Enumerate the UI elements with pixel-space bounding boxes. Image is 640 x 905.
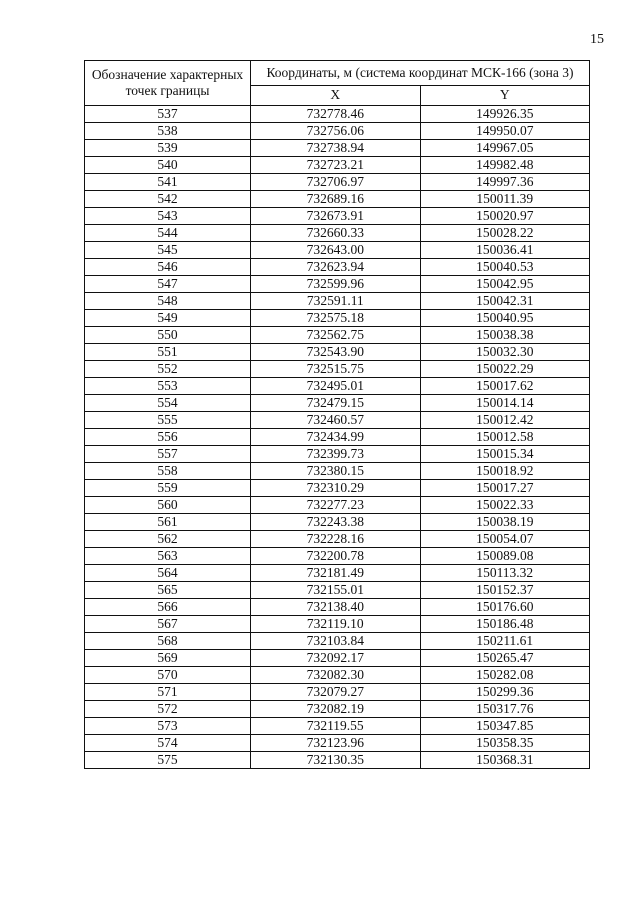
y-coordinate-cell: 150152.37 [420, 582, 590, 599]
x-coordinate-cell: 732079.27 [251, 684, 421, 701]
point-number-cell: 564 [85, 565, 251, 582]
x-coordinate-cell: 732103.84 [251, 633, 421, 650]
y-coordinate-cell: 150017.27 [420, 480, 590, 497]
table-row [85, 752, 590, 769]
y-coordinate-cell: 150032.30 [420, 344, 590, 361]
table-row [85, 174, 590, 191]
y-coordinate-cell: 150015.34 [420, 446, 590, 463]
x-coordinate-cell: 732575.18 [251, 310, 421, 327]
y-coordinate-cell: 150317.76 [420, 701, 590, 718]
y-coordinate-cell: 150038.38 [420, 327, 590, 344]
table-row [85, 225, 590, 242]
y-coordinate-cell: 150176.60 [420, 599, 590, 616]
y-coordinate-cell: 150018.92 [420, 463, 590, 480]
point-number-cell: 575 [85, 752, 251, 769]
y-coordinate-cell: 150038.19 [420, 514, 590, 531]
x-coordinate-cell: 732460.57 [251, 412, 421, 429]
x-coordinate-cell: 732599.96 [251, 276, 421, 293]
point-number-cell: 567 [85, 616, 251, 633]
y-coordinate-cell: 149926.35 [420, 106, 590, 123]
table-row [85, 667, 590, 684]
x-coordinate-cell: 732479.15 [251, 395, 421, 412]
x-coordinate-cell: 732673.91 [251, 208, 421, 225]
x-coordinate-cell: 732092.17 [251, 650, 421, 667]
page-number: 15 [590, 32, 604, 47]
x-coordinate-cell: 732228.16 [251, 531, 421, 548]
x-coordinate-cell: 732119.55 [251, 718, 421, 735]
point-number-cell: 551 [85, 344, 251, 361]
table-row [85, 361, 590, 378]
table-row [85, 633, 590, 650]
table-header [85, 61, 590, 106]
table-row [85, 548, 590, 565]
y-coordinate-cell: 150368.31 [420, 752, 590, 769]
x-coordinate-cell: 732660.33 [251, 225, 421, 242]
x-coordinate-cell: 732200.78 [251, 548, 421, 565]
x-coordinate-cell: 732591.11 [251, 293, 421, 310]
table-row [85, 344, 590, 361]
x-coordinate-cell: 732706.97 [251, 174, 421, 191]
y-coordinate-cell: 150040.53 [420, 259, 590, 276]
y-coordinate-cell: 150042.95 [420, 276, 590, 293]
y-coordinate-cell: 150011.39 [420, 191, 590, 208]
table-row [85, 327, 590, 344]
y-coordinate-cell: 149982.48 [420, 157, 590, 174]
y-coordinate-cell: 149997.36 [420, 174, 590, 191]
point-number-cell: 542 [85, 191, 251, 208]
x-coordinate-cell: 732689.16 [251, 191, 421, 208]
table-row [85, 616, 590, 633]
table-row [85, 565, 590, 582]
x-coordinate-cell: 732277.23 [251, 497, 421, 514]
x-coordinate-cell: 732543.90 [251, 344, 421, 361]
point-number-cell: 571 [85, 684, 251, 701]
point-number-cell: 544 [85, 225, 251, 242]
y-column-header: Y [420, 85, 590, 105]
point-number-cell: 538 [85, 123, 251, 140]
y-coordinate-cell: 150054.07 [420, 531, 590, 548]
point-number-cell: 568 [85, 633, 251, 650]
point-number-cell: 537 [85, 106, 251, 123]
point-number-cell: 550 [85, 327, 251, 344]
table-row [85, 480, 590, 497]
table-row [85, 429, 590, 446]
point-number-cell: 555 [85, 412, 251, 429]
x-coordinate-cell: 732082.19 [251, 701, 421, 718]
x-coordinate-cell: 732119.10 [251, 616, 421, 633]
table-row [85, 208, 590, 225]
point-number-cell: 549 [85, 310, 251, 327]
table-row [85, 140, 590, 157]
y-coordinate-cell: 150014.14 [420, 395, 590, 412]
y-coordinate-cell: 150017.62 [420, 378, 590, 395]
x-coordinate-cell: 732138.40 [251, 599, 421, 616]
point-number-cell: 546 [85, 259, 251, 276]
x-coordinate-cell: 732310.29 [251, 480, 421, 497]
point-number-cell: 547 [85, 276, 251, 293]
point-number-cell: 540 [85, 157, 251, 174]
table-row [85, 293, 590, 310]
y-coordinate-cell: 150020.97 [420, 208, 590, 225]
y-coordinate-cell: 150040.95 [420, 310, 590, 327]
header-row [85, 61, 590, 86]
point-number-cell: 552 [85, 361, 251, 378]
point-number-cell: 574 [85, 735, 251, 752]
point-number-cell: 560 [85, 497, 251, 514]
x-coordinate-cell: 732082.30 [251, 667, 421, 684]
x-coordinate-cell: 732778.46 [251, 106, 421, 123]
y-coordinate-cell: 150186.48 [420, 616, 590, 633]
x-coordinate-cell: 732756.06 [251, 123, 421, 140]
coordinates-header: Координаты, м (система координат МСК-166 (зона 3) [251, 61, 590, 86]
point-number-cell: 558 [85, 463, 251, 480]
point-number-cell: 570 [85, 667, 251, 684]
x-coordinate-cell: 732495.01 [251, 378, 421, 395]
y-coordinate-cell: 150022.33 [420, 497, 590, 514]
designation-header: Обозначение характерных точек границы [85, 61, 251, 106]
y-coordinate-cell: 150036.41 [420, 242, 590, 259]
x-coordinate-cell: 732181.49 [251, 565, 421, 582]
y-coordinate-cell: 150012.42 [420, 412, 590, 429]
y-coordinate-cell: 150347.85 [420, 718, 590, 735]
point-number-cell: 556 [85, 429, 251, 446]
table-row [85, 701, 590, 718]
table-row [85, 582, 590, 599]
y-coordinate-cell: 149950.07 [420, 123, 590, 140]
y-coordinate-cell: 150282.08 [420, 667, 590, 684]
x-coordinate-cell: 732380.15 [251, 463, 421, 480]
x-coordinate-cell: 732399.73 [251, 446, 421, 463]
table-row [85, 123, 590, 140]
x-coordinate-cell: 732643.00 [251, 242, 421, 259]
table-row [85, 497, 590, 514]
table-row [85, 599, 590, 616]
point-number-cell: 557 [85, 446, 251, 463]
y-coordinate-cell: 150089.08 [420, 548, 590, 565]
table-row [85, 106, 590, 123]
x-coordinate-cell: 732515.75 [251, 361, 421, 378]
table-row [85, 718, 590, 735]
point-number-cell: 553 [85, 378, 251, 395]
y-coordinate-cell: 150211.61 [420, 633, 590, 650]
point-number-cell: 543 [85, 208, 251, 225]
y-coordinate-cell: 149967.05 [420, 140, 590, 157]
point-number-cell: 545 [85, 242, 251, 259]
x-coordinate-cell: 732562.75 [251, 327, 421, 344]
table-row [85, 412, 590, 429]
y-coordinate-cell: 150022.29 [420, 361, 590, 378]
table-row [85, 157, 590, 174]
x-column-header: X [251, 85, 421, 105]
table-row [85, 395, 590, 412]
table-row [85, 310, 590, 327]
y-coordinate-cell: 150113.32 [420, 565, 590, 582]
table-body [85, 106, 590, 769]
table-row [85, 276, 590, 293]
point-number-cell: 563 [85, 548, 251, 565]
table-row [85, 650, 590, 667]
table-row [85, 463, 590, 480]
y-coordinate-cell: 150012.58 [420, 429, 590, 446]
table-row [85, 735, 590, 752]
x-coordinate-cell: 732623.94 [251, 259, 421, 276]
y-coordinate-cell: 150042.31 [420, 293, 590, 310]
point-number-cell: 561 [85, 514, 251, 531]
table-row [85, 446, 590, 463]
x-coordinate-cell: 732738.94 [251, 140, 421, 157]
point-number-cell: 554 [85, 395, 251, 412]
point-number-cell: 565 [85, 582, 251, 599]
point-number-cell: 566 [85, 599, 251, 616]
y-coordinate-cell: 150358.35 [420, 735, 590, 752]
coordinates-table [84, 60, 590, 769]
x-coordinate-cell: 732723.21 [251, 157, 421, 174]
table-row [85, 531, 590, 548]
point-number-cell: 548 [85, 293, 251, 310]
table-row [85, 242, 590, 259]
y-coordinate-cell: 150299.36 [420, 684, 590, 701]
point-number-cell: 569 [85, 650, 251, 667]
x-coordinate-cell: 732155.01 [251, 582, 421, 599]
y-coordinate-cell: 150028.22 [420, 225, 590, 242]
x-coordinate-cell: 732243.38 [251, 514, 421, 531]
x-coordinate-cell: 732434.99 [251, 429, 421, 446]
table-row [85, 191, 590, 208]
point-number-cell: 573 [85, 718, 251, 735]
point-number-cell: 539 [85, 140, 251, 157]
point-number-cell: 572 [85, 701, 251, 718]
point-number-cell: 562 [85, 531, 251, 548]
table-row [85, 259, 590, 276]
table-row [85, 514, 590, 531]
x-coordinate-cell: 732130.35 [251, 752, 421, 769]
y-coordinate-cell: 150265.47 [420, 650, 590, 667]
table-row [85, 378, 590, 395]
table-row [85, 684, 590, 701]
point-number-cell: 541 [85, 174, 251, 191]
x-coordinate-cell: 732123.96 [251, 735, 421, 752]
point-number-cell: 559 [85, 480, 251, 497]
